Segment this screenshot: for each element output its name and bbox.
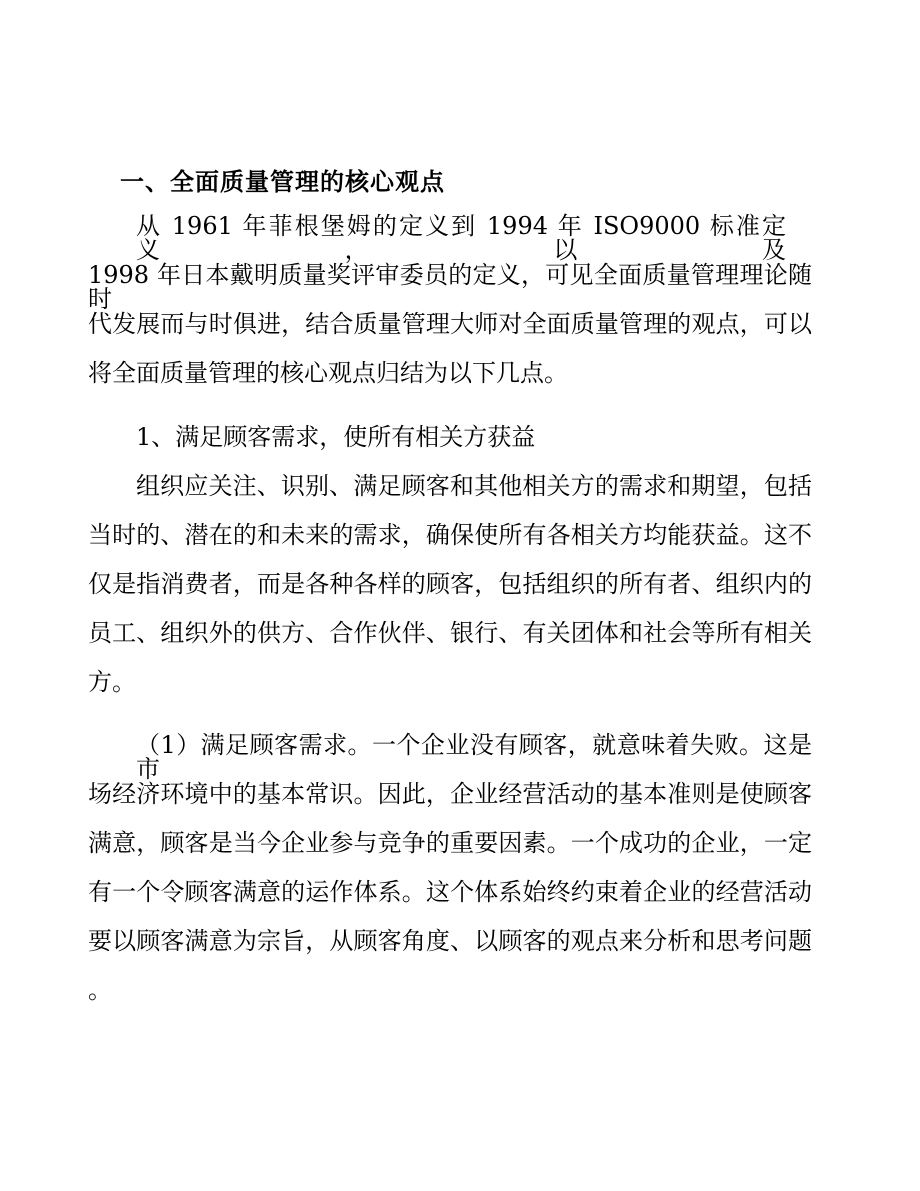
paragraph-3-line-6: 。	[88, 976, 112, 1004]
intro-line-1: 从 1961 年菲根堡姆的定义到 1994 年 ISO9000 标准定义，以及	[136, 212, 786, 264]
subheading: 1、满足顾客需求，使所有相关方获益	[136, 423, 536, 451]
paragraph-2-line-3: 仅是指消费者，而是各种各样的顾客，包括组织的所有者、组织内的	[88, 570, 812, 598]
paragraph-2-line-5: 方。	[88, 668, 136, 696]
paragraph-2-line-1: 组织应关注、识别、满足顾客和其他相关方的需求和期望，包括	[136, 472, 812, 500]
section-heading: 一、全面质量管理的核心观点	[120, 167, 445, 196]
intro-line-4: 将全面质量管理的核心观点归结为以下几点。	[88, 359, 568, 387]
paragraph-3-line-1: （1）满足顾客需求。一个企业没有顾客，就意味着失败。这是市	[136, 731, 812, 783]
intro-line-3: 代发展而与时俱进，结合质量管理大师对全面质量管理的观点，可以	[88, 310, 812, 338]
paragraph-3-line-2: 场经济环境中的基本常识。因此，企业经营活动的基本准则是使顾客	[88, 780, 812, 808]
paragraph-3-line-3: 满意，顾客是当今企业参与竞争的重要因素。一个成功的企业，一定	[88, 829, 812, 857]
intro-line-2: 1998 年日本戴明质量奖评审委员的定义，可见全面质量管理理论随时	[88, 261, 812, 313]
paragraph-3-line-5: 要以顾客满意为宗旨，从顾客角度、以顾客的观点来分析和思考问题	[88, 927, 812, 955]
paragraph-3-line-4: 有一个令顾客满意的运作体系。这个体系始终约束着企业的经营活动	[88, 878, 812, 906]
paragraph-2-line-4: 员工、组织外的供方、合作伙伴、银行、有关团体和社会等所有相关	[88, 619, 812, 647]
paragraph-2-line-2: 当时的、潜在的和未来的需求，确保使所有各相关方均能获益。这不	[88, 521, 812, 549]
